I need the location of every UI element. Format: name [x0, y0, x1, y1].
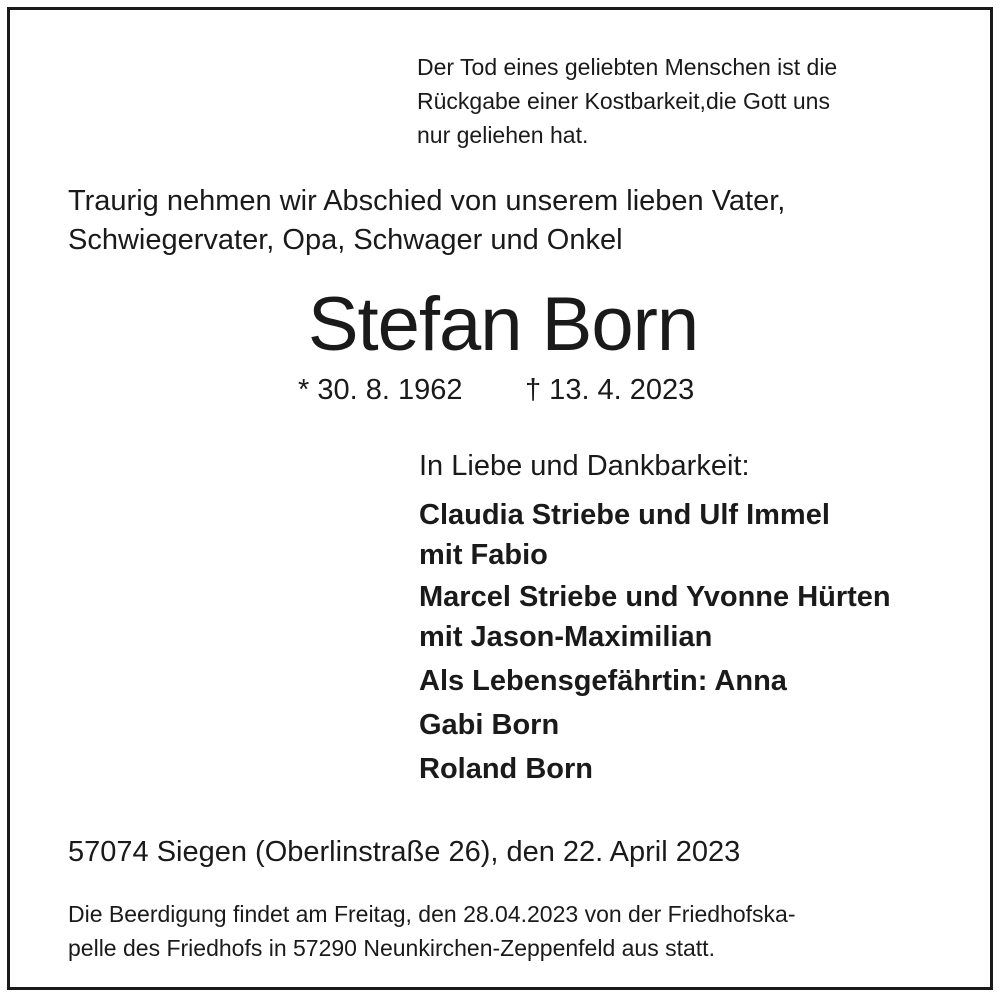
obituary-notice	[7, 7, 993, 990]
mourner-line: mit Jason-Maximilian	[419, 621, 713, 653]
mourner-line: Marcel Striebe und Yvonne Hürten	[419, 581, 891, 613]
death-date: † 13. 4. 2023	[525, 374, 695, 406]
mourners-heading: In Liebe und Dankbarkeit:	[419, 450, 750, 482]
mourner-line: Gabi Born	[419, 709, 560, 741]
mourner-line: mit Fabio	[419, 539, 548, 571]
intro-line: Traurig nehmen wir Abschied von unserem lieben Vater,	[68, 185, 786, 217]
birth-date: * 30. 8. 1962	[298, 374, 463, 406]
mourner-line: Claudia Striebe und Ulf Immel	[419, 499, 830, 531]
place-and-date: 57074 Siegen (Oberlinstraße 26), den 22. April 2023	[68, 836, 741, 868]
mourner-line: Roland Born	[419, 753, 593, 785]
quote-line: Rückgabe einer Kostbarkeit,die Gott uns	[417, 88, 830, 114]
mourner-line: Als Lebensgefährtin: Anna	[419, 665, 787, 697]
funeral-notice	[68, 897, 796, 965]
quote-line: Der Tod eines geliebten Menschen ist die	[417, 54, 838, 80]
memorial-quote	[417, 50, 957, 152]
farewell-intro	[68, 182, 785, 260]
funeral-line: pelle des Friedhofs in 57290 Neunkirchen-Zeppenfeld aus statt.	[68, 935, 715, 961]
quote-line: nur geliehen hat.	[417, 122, 589, 148]
intro-line: Schwiegervater, Opa, Schwager und Onkel	[68, 224, 623, 256]
deceased-name: Stefan Born	[307, 282, 699, 367]
funeral-line: Die Beerdigung findet am Freitag, den 28.04.2023 von der Friedhofska-	[68, 901, 796, 927]
mourners-list	[419, 494, 891, 790]
